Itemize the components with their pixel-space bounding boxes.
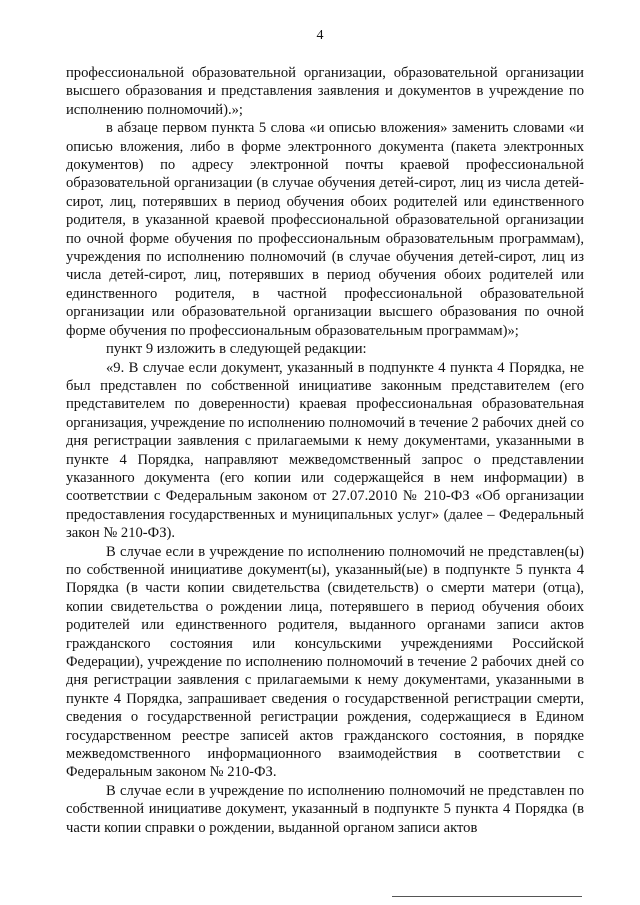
footer-divider — [392, 896, 582, 897]
paragraph-6: В случае если в учреждение по исполнению полномочий не представлен по собственной инициативе документ, указанный в подпункте 5 пункта 4 Порядка (в части копии справки о рождении, выданной органом записи актов — [66, 782, 584, 836]
paragraph-1: профессиональной образовательной организации, образовательной организации высшего образования и представления заявления и документов в учреждение по исполнению полномочий).»; — [66, 65, 584, 118]
paragraph-2: в абзаце первом пункта 5 слова «и описью вложения» заменить словами «и описью вложения, либо в форме электронного документа (пакета электронных документов) по адресу электронной почты краевой профессиональной образовательной организации (в случае обучения детей-сирот, лиц из числа детей-сирот, лиц, потерявших в период обучения обоих родителей или единственного родителя, в указанной краевой профессиональной образовательной организации по очной форме обучения по профессиональным образовательным программам), учреждения по исполнению полномочий (в случае обучения детей-сирот, лиц из числа детей-сирот, лиц, потерявших в период обучения обоих родителей или единственного родителя, в частной профессиональной образовательной организации или образовательной организации высшего образования по очной форме обучения по профессиональным образовательным программам)»; — [66, 120, 584, 339]
paragraph-3: пункт 9 изложить в следующей редакции: — [106, 341, 367, 358]
paragraph-5: В случае если в учреждение по исполнению полномочий не представлен(ы) по собственной инициативе документ(ы), указанный(ые) в подпункте 5 пункта 4 Порядка (в части копии свидетельства (свидетельств) о смерти матери (отца), копии свидетельства о рождении лица, потерявшего в период обучения обоих родителей или единственного родителя, выданного органами записи актов гражданского состояния или консульскими учреждениями Российской Федерации), учреждение по исполнению полномочий в течение 2 рабочих дней со дня регистрации заявления с прилагаемыми к нему документами, указанными в пункте 4 Порядка, запрашивает сведения о государственной регистрации смерти, сведения о государственной регистрации рождения, содержащиеся в Едином государственном реестре записей актов гражданского состояния, в порядке межведомственного информационного взаимодействия в соответствии с Федеральным законом № 210-ФЗ. — [66, 543, 584, 781]
page-number: 4 — [316, 28, 324, 43]
document-body — [66, 64, 584, 837]
paragraph-4: «9. В случае если документ, указанный в подпункте 4 пункта 4 Порядка, не был представлен по собственной инициативе законным представителем (его представителем по доверенности) краевая профессиональная образовательная организация, учреждение по исполнению полномочий в течение 2 рабочих дней со дня регистрации заявления с прилагаемыми к нему документами, указанными в пункте 4 Порядка, направляют межведомственный запрос о представлении указанного документа (его копии или содержащейся в нем информации) в соответствии с Федеральным законом от 27.07.2010 № 210-ФЗ «Об организации предоставления государственных и муниципальных услуг» (далее – Федеральный закон № 210-ФЗ). — [66, 359, 584, 542]
